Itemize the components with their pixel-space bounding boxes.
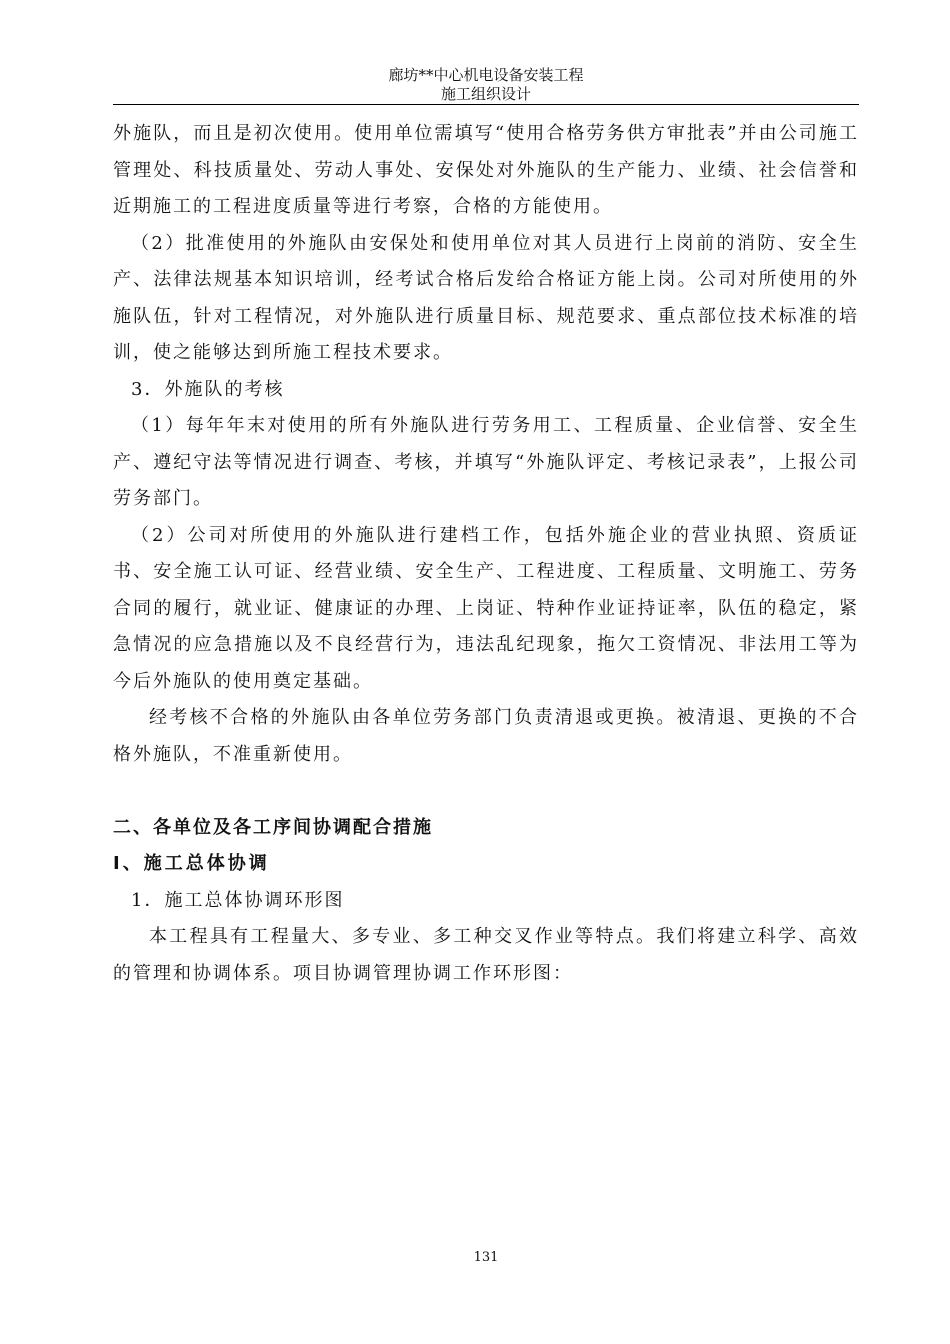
header-document-title: 施工组织设计: [440, 85, 531, 103]
page-number: 131: [473, 1250, 499, 1265]
blank-line: [113, 773, 859, 810]
paragraph-unqualified-removal: 经考核不合格的外施队由各单位劳务部门负责清退或更换。被清退、更换的不合格外施队，不准重新使用。: [113, 707, 859, 765]
subsection-heading: Ⅰ、施工总体协调: [113, 853, 270, 874]
header-divider: [113, 104, 859, 105]
paragraph-approval-training: （2）批准使用的外施队由安保处和使用单位对其人员进行上岗前的消防、安全生产、法律法规基本知识培训，经考试合格后发给合格证方能上岗。公司对所使用的外施队伍，针对工程情况，对外施队进行质量目标、规范要求、重点部位技术标准的培训，使之能够达到所施工程技术要求。: [113, 232, 859, 363]
item-heading-ring-diagram: 1．施工总体协调环形图: [131, 889, 345, 911]
paragraph-project-coordination: 本工程具有工程量大、多专业、多工种交叉作业等特点。我们将建立科学、高效的管理和协调体系。项目协调管理协调工作环形图：: [113, 926, 859, 984]
paragraph-archiving: （2）公司对所使用的外施队进行建档工作，包括外施企业的营业执照、资质证书、安全施工认可证、经营业绩、安全生产、工程进度、工程质量、文明施工、劳务合同的履行，就业证、健康证的办理、上岗证、特种作业证持证率，队伍的稳定，紧急情况的应急措施以及不良经营行为，违法乱纪现象，拖欠工资情况、非法用工等为今后外施队的使用奠定基础。: [113, 524, 859, 692]
paragraph-annual-review: （1）每年年末对使用的所有外施队进行劳务用工、工程质量、企业信誉、安全生产、遵纪守法等情况进行调查、考核，并填写“外施队评定、考核记录表”，上报公司劳务部门。: [113, 415, 859, 509]
page-body: [113, 116, 859, 992]
header-project-title: 廊坊**中心机电设备安装工程: [388, 66, 584, 84]
subheading-team-assessment: 3．外施队的考核: [131, 378, 285, 400]
paragraph-continuation: 外施队，而且是初次使用。使用单位需填写“使用合格劳务供方审批表”并由公司施工管理处、科技质量处、劳动人事处、安保处对外施队的生产能力、业绩、社会信誉和近期施工的工程进度质量等进行考察，合格的方能使用。: [113, 123, 859, 217]
section-heading: 二、各单位及各工序间协调配合措施: [113, 816, 433, 838]
page-header: [113, 66, 859, 104]
